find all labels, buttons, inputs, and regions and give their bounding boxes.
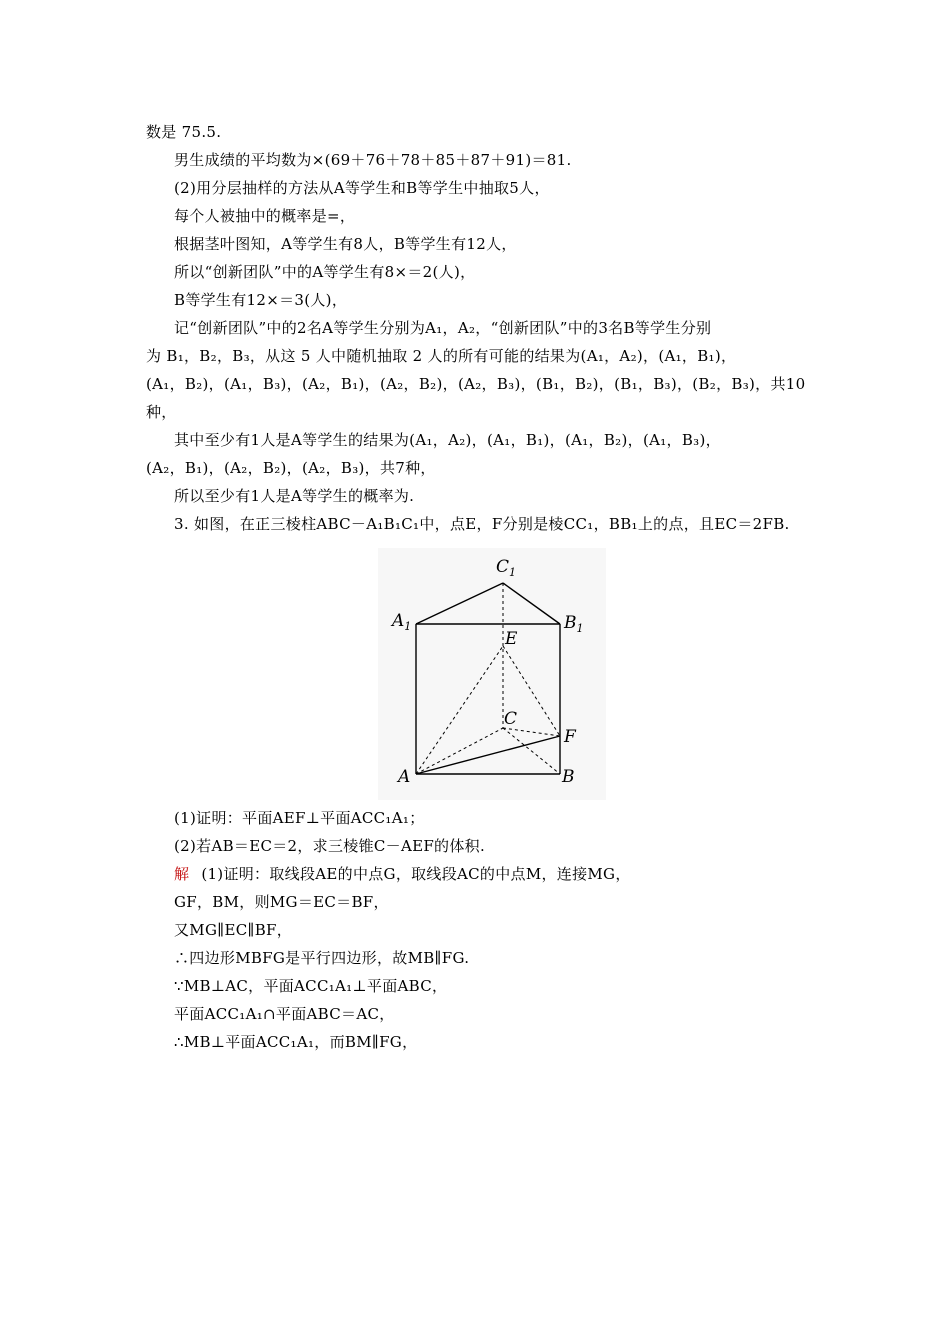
solution-line-2: GF，BM，则MG＝EC＝BF， [174,893,389,911]
text-line-2: 男生成绩的平均数为×(69＋76＋78＋85＋87＋91)＝81. [174,151,572,169]
solution-line-1: (1)证明：取线段AE的中点G，取线段AC的中点M，连接MG， [201,865,631,883]
text-line-4: 每个人被抽中的概率是=， [174,207,356,225]
text-line-12: 其中至少有1人是A等学生的结果为(A₁，A₂)，(A₁，B₁)，(A₁，B₂)，(A₁，B₃)， [174,431,721,449]
text-line-14: 所以至少有1人是A等学生的概率为. [174,487,415,505]
label-c1: $C_1$ [496,557,517,579]
text-line-3: (2)用分层抽样的方法从A等学生和B等学生中抽取5人， [174,179,550,197]
text-line-7: B等学生有12×＝3(人)， [174,291,348,309]
text-line-10: (A₁，B₂)，(A₁，B₃)，(A₂，B₁)，(A₂，B₂)，(A₂，B₃)，(B₁，B₂)，(B₁，B₃)，(B₂，B₃)，共10 [146,375,806,393]
text-line-5: 根据茎叶图知，A等学生有8人，B等学生有12人， [174,235,517,253]
label-e: E [505,629,518,649]
label-c: C [504,709,518,729]
edge-ac [416,728,503,774]
text-line-1: 数是 75.5. [146,123,222,141]
solution-first-line [174,864,631,884]
solution-line-4: ∴四边形MBFG是平行四边形，故MB∥FG. [174,949,470,967]
text-line-11: 种， [146,403,177,421]
problem-3-statement: 3. 如图，在正三棱柱ABC－A₁B₁C₁中，点E，F分别是棱CC₁，BB₁上的点，且EC＝2FB. [174,515,790,533]
label-f: F [564,727,576,747]
solution-line-7: ∴MB⊥平面ACC₁A₁，而BM∥FG， [174,1033,418,1051]
label-b: B [562,767,575,787]
solution-line-6: 平面ACC₁A₁∩平面ABC＝AC， [174,1005,395,1023]
text-line-8: 记“创新团队”中的2名A等学生分别为A₁，A₂，“创新团队”中的3名B等学生分别 [174,319,712,337]
prism-diagram [378,548,606,800]
solution-line-3: 又MG∥EC∥BF， [174,921,293,939]
prism-figure [378,548,606,800]
edge-cf [503,728,560,736]
text-line-9: 为 B₁，B₂，B₃，从这 5 人中随机抽取 2 人的所有可能的结果为(A₁，A₂)，(A₁，B₁)， [146,347,737,365]
label-a1: $A_1$ [392,611,412,633]
text-line-13: (A₂，B₁)，(A₂，B₂)，(A₂，B₃)，共7种， [146,459,436,477]
question-2: (2)若AB＝EC＝2，求三棱锥C－AEF的体积. [174,837,486,855]
label-a: A [398,767,411,787]
edge-c1b1 [503,583,560,624]
label-b1: $B_1$ [564,613,584,635]
text-line-6: 所以“创新团队”中的A等学生有8×＝2(人)， [174,263,476,281]
solution-line-5: ∵MB⊥AC，平面ACC₁A₁⊥平面ABC， [174,977,448,995]
question-1: (1)证明：平面AEF⊥平面ACC₁A₁； [174,809,425,827]
solution-label: 解 [174,865,190,883]
edge-a1c1 [416,583,503,624]
